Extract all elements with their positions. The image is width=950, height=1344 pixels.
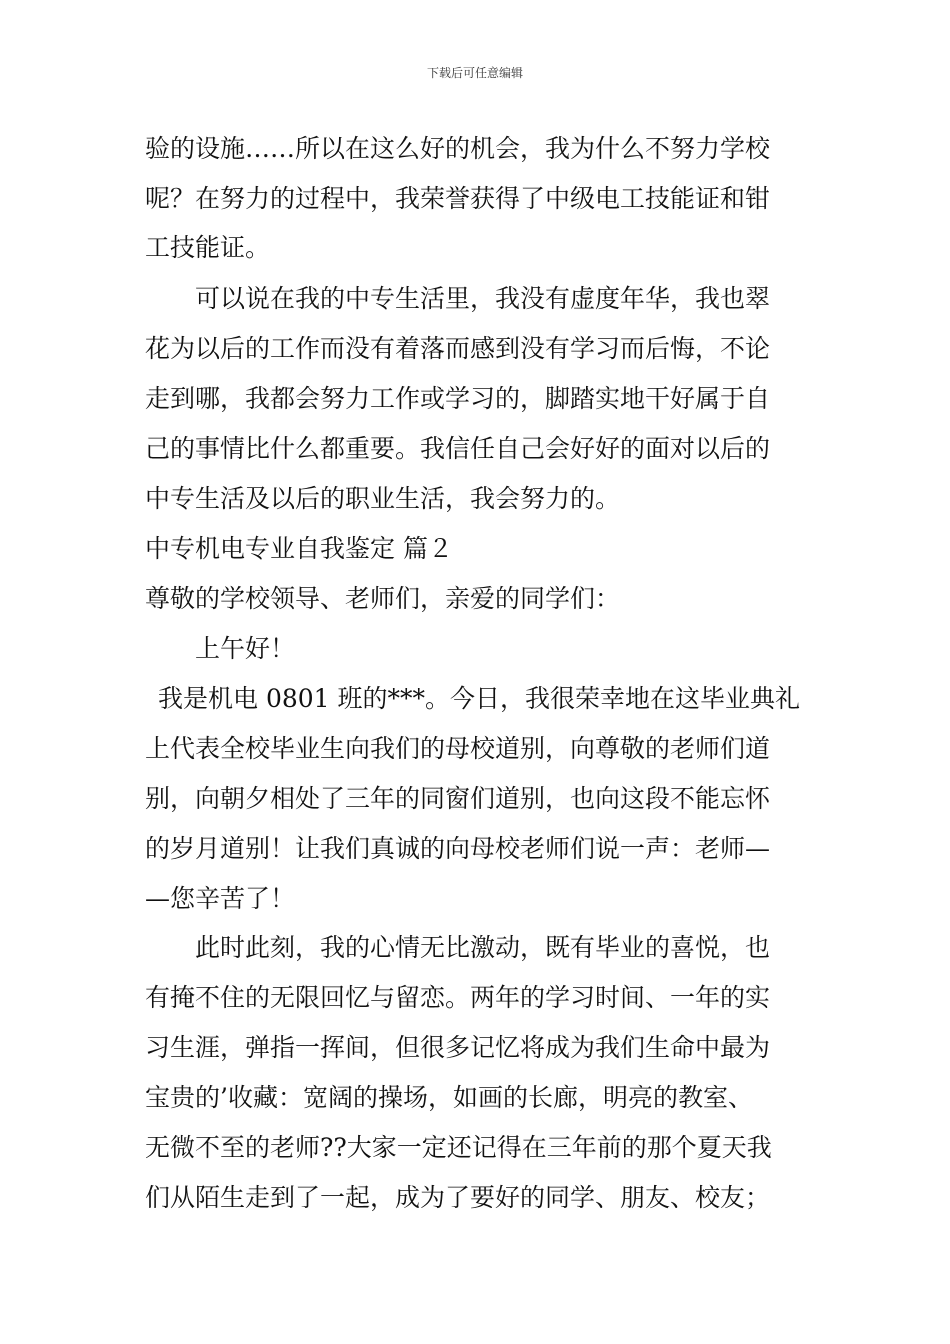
text-line: 工技能证。 <box>145 233 271 262</box>
text-line: 无微不至的老师??大家一定还记得在三年前的那个夏天我 <box>145 1133 772 1162</box>
text-line: 己的事情比什么都重要。我信任自己会好好的面对以后的 <box>145 434 771 463</box>
page-header: 下载后可任意编辑 <box>426 66 523 80</box>
text-line: 习生涯，弹指一挥间，但很多记忆将成为我们生命中最为 <box>145 1033 771 1062</box>
text-line: 上代表全校毕业生向我们的母校道别，向尊敬的老师们道 <box>145 734 771 763</box>
text-line: 呢？在努力的过程中，我荣誉获得了中级电工技能证和钳 <box>145 184 771 213</box>
text-line: 们从陌生走到了一起，成为了要好的同学、朋友、校友； <box>145 1183 771 1212</box>
text-line: 的岁月道别！让我们真诚的向母校老师们说一声：老师— <box>145 834 771 863</box>
text-line: —您辛苦了！ <box>145 884 296 913</box>
text-line: 走到哪，我都会努力工作或学习的，脚踏实地干好属于自 <box>145 384 771 413</box>
text-line: 可以说在我的中专生活里，我没有虚度年华，我也翠 <box>195 284 771 313</box>
text-line: 中专生活及以后的职业生活，我会努力的。 <box>145 484 621 513</box>
salutation: 尊敬的学校领导、老师们，亲爱的同学们： <box>145 584 621 613</box>
text-line: 有掩不住的无限回忆与留恋。两年的学习时间、一年的实 <box>145 983 771 1012</box>
text-line: 验的设施……所以在这么好的机会，我为什么不努力学校 <box>145 134 771 163</box>
text-line: 别，向朝夕相处了三年的同窗们道别，也向这段不能忘怀 <box>145 784 771 813</box>
section-heading: 中专机电专业自我鉴定 篇２ <box>145 534 453 563</box>
text-line: 花为以后的工作而没有着落而感到没有学习而后悔，不论 <box>145 334 771 363</box>
greeting: 上午好！ <box>195 634 296 663</box>
text-line: 宝贵的’收藏：宽阔的操场，如画的长廊，明亮的教室、 <box>145 1083 753 1112</box>
text-line: 此时此刻，我的心情无比激动，既有毕业的喜悦，也 <box>195 933 771 962</box>
text-line: 我是机电 0801 班的***。今日，我很荣幸地在这毕业典礼 <box>158 684 801 713</box>
